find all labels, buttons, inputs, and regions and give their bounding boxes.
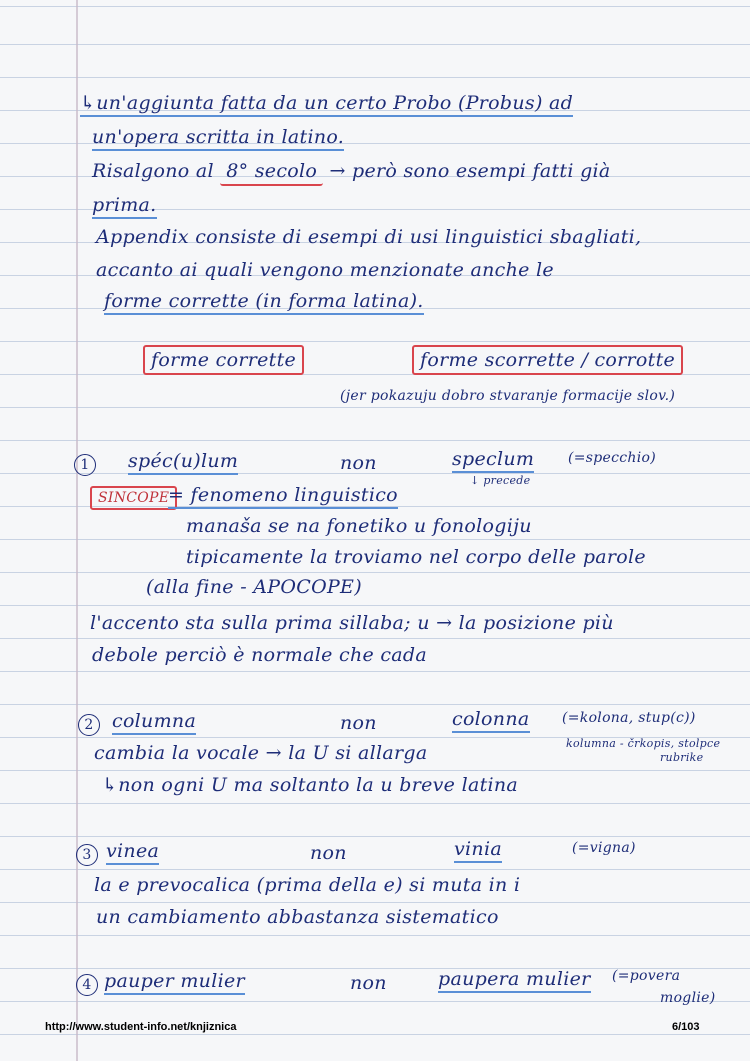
example-correct: pauper mulier — [104, 970, 245, 992]
example-wrong: colonna — [452, 708, 530, 730]
translation-note: kolumna - črkopis, stolpce — [566, 737, 721, 750]
example-wrong: speclum — [452, 448, 534, 470]
note-line: la e prevocalica (prima della e) si muta in i — [94, 874, 521, 896]
highlight-century: 8° secolo — [220, 158, 323, 186]
example-correct: vinea — [106, 840, 159, 862]
example-correct: spéc(u)lum — [128, 450, 238, 472]
non-word: non — [350, 972, 387, 994]
note-line: accanto ai quali vengono menzionate anche le — [96, 259, 554, 281]
note-line: manaša se na fonetiko u fonologiju — [186, 515, 532, 537]
example-wrong: paupera mulier — [438, 968, 591, 990]
margin-line — [76, 0, 78, 1061]
sub-note: (jer pokazuju dobro stvaranje formacije slov.) — [340, 388, 676, 404]
note-line: un'opera scritta in latino. — [92, 126, 344, 148]
translation: (=kolona, stup(c)) — [562, 710, 696, 726]
example-note: ↓ precede — [470, 474, 531, 487]
note-line: Risalgono al 8° secolo → però sono esempi fatti già — [92, 160, 611, 182]
note-line: (alla fine - APOCOPE) — [146, 576, 362, 598]
translation-note: moglie) — [660, 990, 716, 1006]
translation-note: rubrike — [660, 751, 704, 764]
note-line: l'accento sta sulla prima sillaba; u → la posizione più — [90, 612, 614, 634]
translation: (=specchio) — [568, 450, 656, 466]
note-line: forme corrette (in forma latina). — [104, 290, 424, 312]
example-wrong: vinia — [454, 838, 502, 860]
item-number: 2 — [78, 712, 106, 736]
note-line: cambia la vocale → la U si allarga — [94, 742, 428, 764]
translation: (=povera — [612, 968, 681, 984]
note-line: debole perciò è normale che cada — [92, 644, 428, 666]
sincope-label: SINCOPE — [90, 486, 177, 510]
item-number: 1 — [74, 452, 102, 476]
page-number: 6/103 — [672, 1021, 700, 1033]
note-line: prima. — [92, 194, 157, 216]
footer-url: http://www.student-info.net/knjiznica — [45, 1021, 237, 1033]
non-word: non — [340, 452, 377, 474]
incorrect-forms-box: forme scorrette / corrotte — [412, 345, 683, 375]
item-number: 3 — [76, 842, 104, 866]
example-correct: columna — [112, 710, 196, 732]
correct-forms-box: forme corrette — [143, 345, 304, 375]
note-line: ↳non ogni U ma soltanto la u breve latina — [102, 774, 519, 796]
item-number: 4 — [76, 972, 104, 996]
translation: (=vigna) — [572, 840, 636, 856]
non-word: non — [310, 842, 347, 864]
note-line: ↳un'aggiunta fatta da un certo Probo (Probus) ad — [80, 92, 573, 114]
note-line: tipicamente la troviamo nel corpo delle parole — [186, 546, 646, 568]
note-line: = fenomeno linguistico — [168, 484, 398, 506]
note-line: un cambiamento abbastanza sistematico — [96, 906, 499, 928]
non-word: non — [340, 712, 377, 734]
note-line: Appendix consiste di esempi di usi linguistici sbagliati, — [96, 226, 642, 248]
